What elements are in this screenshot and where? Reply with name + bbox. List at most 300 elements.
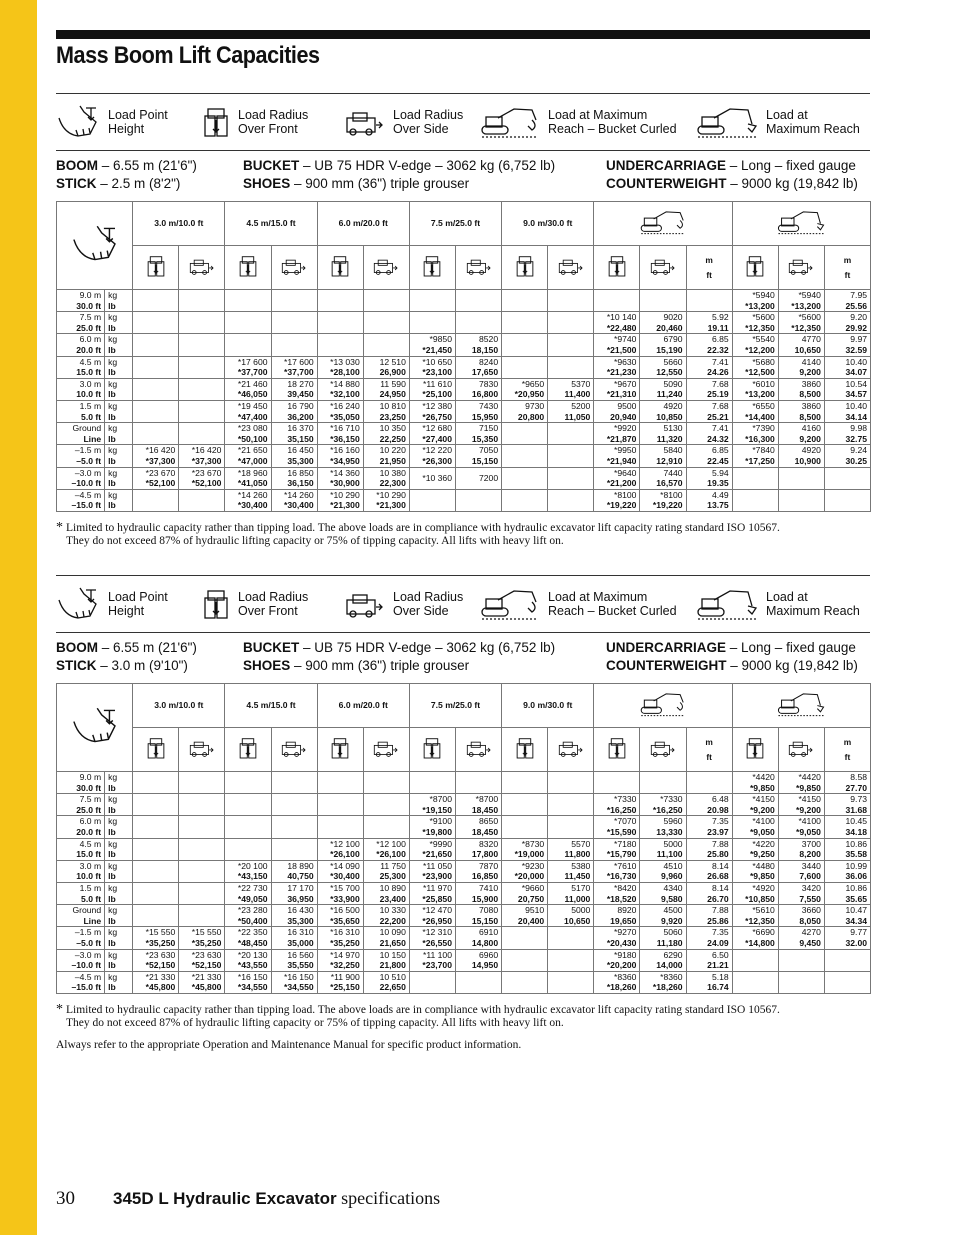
capacity-cell <box>363 794 409 816</box>
stick-label: STICK <box>56 658 97 673</box>
capacity-lb: *16,730 <box>606 871 637 882</box>
reach-unit-header <box>824 246 870 290</box>
capacity-cell <box>778 378 824 400</box>
capacity-cell <box>594 772 640 794</box>
load-radius-over-front-icon <box>238 736 258 760</box>
capacity-lb: 8,500 <box>799 411 821 422</box>
capacity-cell <box>778 971 824 993</box>
load-height-cell <box>57 312 105 334</box>
capacity-lb: *35,250 <box>191 937 222 948</box>
capacity-cell <box>317 927 363 949</box>
capacity-cell <box>594 312 640 334</box>
capacity-kg: *9660 <box>521 882 545 893</box>
capacity-lb: *43,150 <box>237 871 268 882</box>
footer-title-suffix: specifications <box>336 1188 441 1208</box>
capacity-cell <box>133 971 179 993</box>
capacity-lb: 10,900 <box>794 455 821 466</box>
capacity-cell <box>732 445 778 467</box>
capacity-lb: *23,100 <box>422 367 452 378</box>
height-imperial: 10.0 ft <box>76 389 102 400</box>
capacity-cell <box>686 423 732 445</box>
capacity-cell <box>133 312 179 334</box>
capacity-cell <box>640 290 686 312</box>
capacity-kg: 5000 <box>571 905 591 916</box>
lift-capacity-section-2 <box>56 575 870 1030</box>
load-radius-over-front-icon <box>515 736 535 760</box>
capacity-kg: *11 900 <box>330 971 360 982</box>
capacity-cell <box>409 467 455 489</box>
capacity-lb: *13,200 <box>745 389 775 400</box>
capacity-cell <box>824 400 870 422</box>
capacity-cell <box>409 378 455 400</box>
capacity-cell <box>271 467 317 489</box>
legend-item <box>480 94 677 150</box>
capacity-cell <box>640 905 686 927</box>
capacity-cell <box>778 334 824 356</box>
legend-item <box>696 576 860 632</box>
capacity-kg: 4340 <box>663 882 683 893</box>
capacity-lb: *34,550 <box>284 982 314 993</box>
capacity-kg: *6010 <box>752 378 775 389</box>
capacity-lb: 11,800 <box>564 849 591 860</box>
capacity-lb: 35,000 <box>287 937 314 948</box>
capacity-lb: *21,200 <box>606 478 637 489</box>
capacity-cell <box>778 838 824 860</box>
capacity-kg: 6960 <box>478 949 499 960</box>
capacity-lb: *26,300 <box>422 455 452 466</box>
capacity-cell <box>271 794 317 816</box>
height-imperial: 25.0 ft <box>76 804 102 815</box>
load-radius-over-front-icon <box>422 254 442 278</box>
capacity-kg: 6.48 <box>711 794 729 805</box>
capacity-cell <box>548 794 594 816</box>
boom-value: – 6.55 m (21'6") <box>98 640 197 655</box>
capacity-lb: *21,870 <box>606 433 637 444</box>
capacity-cell <box>640 489 686 511</box>
undercarriage-label: UNDERCARRIAGE <box>606 158 727 173</box>
capacity-lb: *19,220 <box>652 500 683 511</box>
capacity-kg: *10 650 <box>422 356 452 367</box>
capacity-kg: 7.41 <box>711 423 729 434</box>
spec-col-undercarriage <box>606 157 858 193</box>
height-imperial: –5.0 ft <box>76 455 102 466</box>
capacity-lb: *15,590 <box>606 826 637 837</box>
capacity-lb: 9,450 <box>799 937 821 948</box>
unit-cell <box>105 445 133 467</box>
capacity-cell <box>594 290 640 312</box>
boom-label: BOOM <box>56 640 98 655</box>
capacity-kg: *4480 <box>752 860 775 871</box>
capacity-kg: *9230 <box>521 860 545 871</box>
capacity-cell <box>548 905 594 927</box>
height-metric: 6.0 m <box>79 816 102 827</box>
capacity-cell <box>409 816 455 838</box>
capacity-lb: 7,550 <box>799 893 821 904</box>
manual-reference-note: Always refer to the appropriate Operation and Maintenance Manual for specific product information. <box>56 1039 522 1051</box>
side-column-header <box>548 246 594 290</box>
height-imperial: –10.0 ft <box>71 960 102 971</box>
load-height-cell <box>57 423 105 445</box>
capacity-lb: *18,520 <box>606 893 637 904</box>
front-column-header <box>502 728 548 772</box>
capacity-cell <box>363 312 409 334</box>
capacity-cell <box>409 927 455 949</box>
capacity-cell <box>594 905 640 927</box>
capacity-kg: 10 890 <box>379 882 406 893</box>
height-metric: 9.0 m <box>79 772 102 782</box>
capacity-kg: *5540 <box>752 334 775 345</box>
legend-label: Load Radius Over Side <box>393 108 464 136</box>
capacity-kg: 10 810 <box>379 400 406 411</box>
load-radius-over-side-icon <box>650 255 676 277</box>
capacity-cell <box>317 794 363 816</box>
capacity-lb: 40,750 <box>287 871 314 882</box>
capacity-kg: 5090 <box>663 378 683 389</box>
max-reach-curled-header <box>594 202 732 246</box>
page-title: Mass Boom Lift Capacities <box>56 42 320 69</box>
load-height-cell <box>57 400 105 422</box>
capacity-lb: *10,850 <box>745 893 775 904</box>
capacity-cell <box>317 334 363 356</box>
unit-m-label: m <box>705 254 713 265</box>
legend-item <box>56 576 168 632</box>
capacity-cell <box>317 949 363 971</box>
capacity-kg: *17 600 <box>284 356 314 367</box>
capacity-cell <box>502 816 548 838</box>
capacity-cell <box>686 378 732 400</box>
capacity-lb: 17,650 <box>471 367 499 378</box>
capacity-cell <box>271 489 317 511</box>
capacity-cell <box>686 400 732 422</box>
capacity-kg: *7390 <box>752 423 775 434</box>
capacity-cell <box>824 971 870 993</box>
capacity-lb: *18,260 <box>652 982 683 993</box>
capacity-cell <box>317 290 363 312</box>
capacity-cell <box>778 860 824 882</box>
capacity-kg: *8420 <box>613 882 637 893</box>
capacity-cell <box>179 838 225 860</box>
capacity-lb: 22,650 <box>379 982 406 993</box>
capacity-cell <box>686 312 732 334</box>
capacity-lb: 35,300 <box>287 455 314 466</box>
capacity-cell <box>594 334 640 356</box>
capacity-lb: *36,150 <box>330 433 360 444</box>
capacity-kg: 4.49 <box>711 489 729 500</box>
unit-kg: kg <box>108 423 118 434</box>
capacity-kg: *10 360 <box>422 472 452 483</box>
spec-col-boom-stick <box>56 157 197 193</box>
load-height-cell <box>57 905 105 927</box>
capacity-cell <box>409 400 455 422</box>
capacity-kg: *5680 <box>752 356 775 367</box>
unit-cell <box>105 423 133 445</box>
unit-lb: lb <box>108 455 116 466</box>
capacity-lb: 8,200 <box>799 849 821 860</box>
load-radius-over-side-icon <box>373 255 399 277</box>
capacity-kg: 5000 <box>663 838 683 849</box>
capacity-kg: *7070 <box>613 816 637 827</box>
unit-lb: lb <box>108 849 116 860</box>
capacity-lb: 19,650 <box>610 915 637 926</box>
capacity-cell <box>824 816 870 838</box>
table-row <box>57 334 871 356</box>
load-radius-over-front-icon <box>745 736 765 760</box>
capacity-cell <box>502 971 548 993</box>
height-imperial: –15.0 ft <box>71 500 102 511</box>
capacity-cell <box>824 445 870 467</box>
capacity-cell <box>778 489 824 511</box>
capacity-cell <box>778 445 824 467</box>
load-radius-over-front-icon <box>330 254 350 278</box>
capacity-kg: 4140 <box>801 356 821 367</box>
capacity-cell <box>594 882 640 904</box>
capacity-cell <box>317 312 363 334</box>
capacity-cell <box>363 489 409 511</box>
capacity-kg: *5600 <box>752 312 775 323</box>
capacity-cell <box>548 467 594 489</box>
capacity-cell <box>225 378 271 400</box>
capacity-cell <box>317 445 363 467</box>
capacity-kg: *9180 <box>613 949 637 960</box>
capacity-cell <box>502 860 548 882</box>
capacity-cell <box>271 312 317 334</box>
capacity-kg: *9650 <box>521 378 545 389</box>
load-radius-over-side-icon <box>466 255 492 277</box>
capacity-lb: *9,250 <box>749 849 775 860</box>
load-at-max-reach-bucket-curled-icon <box>639 208 687 236</box>
capacity-lb: 22,200 <box>379 915 406 926</box>
capacity-kg: 16 430 <box>287 905 314 916</box>
table-row <box>57 312 871 334</box>
capacity-cell <box>363 378 409 400</box>
table-row <box>57 949 871 971</box>
capacity-lb: 8,050 <box>799 915 821 926</box>
capacity-lb: *20,430 <box>606 937 637 948</box>
load-radius-over-front-icon <box>515 254 535 278</box>
unit-kg: kg <box>108 489 118 500</box>
capacity-lb: 34.57 <box>845 389 868 400</box>
table-corner-cell <box>57 684 133 772</box>
capacity-cell <box>824 334 870 356</box>
load-radius-over-front-icon <box>202 106 230 138</box>
load-height-cell <box>57 356 105 378</box>
unit-lb: lb <box>108 960 116 971</box>
capacity-cell <box>778 772 824 794</box>
capacity-cell <box>363 882 409 904</box>
legend-bar <box>56 575 870 633</box>
capacity-cell <box>824 882 870 904</box>
capacity-lb: 11,180 <box>656 937 683 948</box>
max-reach-curled-header <box>594 684 732 728</box>
capacity-cell <box>502 467 548 489</box>
unit-ft-label: ft <box>844 269 851 280</box>
unit-ft-label: ft <box>706 269 712 280</box>
capacity-lb: *26,750 <box>422 411 452 422</box>
capacity-kg: 5200 <box>571 400 591 411</box>
capacity-kg: *21 460 <box>237 378 268 389</box>
capacity-cell <box>409 838 455 860</box>
capacity-kg: 8240 <box>478 356 499 367</box>
legend-label: Load Point Height <box>108 108 168 136</box>
capacity-lb: 16,850 <box>471 871 499 882</box>
capacity-kg: 9.73 <box>850 794 868 805</box>
capacity-lb: *9,200 <box>749 804 775 815</box>
unit-cell <box>105 949 133 971</box>
load-radius-over-side-icon <box>788 255 814 277</box>
bucket-label: BUCKET <box>243 640 300 655</box>
capacity-lb: *33,900 <box>330 893 360 904</box>
legend-item <box>202 94 308 150</box>
capacity-kg: 10.40 <box>845 400 868 411</box>
capacity-kg: 7440 <box>663 467 683 478</box>
capacity-lb: *35,250 <box>330 937 360 948</box>
capacity-cell <box>732 838 778 860</box>
unit-lb: lb <box>108 344 116 355</box>
height-imperial: 15.0 ft <box>76 367 102 378</box>
capacity-kg: *16 150 <box>284 971 314 982</box>
capacity-kg: 3440 <box>801 860 821 871</box>
unit-lb: lb <box>108 826 116 837</box>
capacity-kg: 3860 <box>801 378 821 389</box>
load-radius-over-side-icon <box>373 737 399 759</box>
capacity-kg: *7840 <box>752 445 775 456</box>
legend-label: Load at Maximum Reach <box>766 108 860 136</box>
height-imperial: 5.0 ft <box>81 893 102 904</box>
capacity-cell <box>133 927 179 949</box>
load-radius-over-front-icon <box>146 736 166 760</box>
capacity-lb: 26,900 <box>379 367 406 378</box>
capacity-lb: 36,950 <box>287 893 314 904</box>
height-metric: –3.0 m <box>74 467 102 478</box>
capacity-cell <box>363 772 409 794</box>
capacity-cell <box>271 816 317 838</box>
capacity-kg: *10 140 <box>606 312 637 323</box>
capacity-kg: 4770 <box>801 334 821 345</box>
capacity-lb: 29.92 <box>845 322 868 333</box>
capacity-lb: 10,650 <box>794 344 821 355</box>
unit-lb: lb <box>108 982 116 993</box>
capacity-cell <box>732 772 778 794</box>
capacity-cell <box>179 927 225 949</box>
table-row <box>57 816 871 838</box>
load-at-max-reach-icon <box>776 208 826 236</box>
footnote <box>56 1001 870 1030</box>
capacity-cell <box>502 838 548 860</box>
capacity-kg: *11 610 <box>422 378 452 389</box>
capacity-cell <box>778 290 824 312</box>
capacity-cell <box>502 949 548 971</box>
unit-cell <box>105 312 133 334</box>
capacity-cell <box>824 927 870 949</box>
front-column-header <box>732 728 778 772</box>
legend-item <box>480 576 677 632</box>
capacity-cell <box>686 356 732 378</box>
capacity-lb: *35,250 <box>145 937 176 948</box>
capacity-kg: 5370 <box>571 378 591 389</box>
capacity-kg: 7.35 <box>711 816 729 827</box>
load-height-cell <box>57 927 105 949</box>
unit-cell <box>105 356 133 378</box>
capacity-kg: *8700 <box>429 794 452 805</box>
capacity-cell <box>225 334 271 356</box>
capacity-cell <box>179 445 225 467</box>
capacity-lb: *46,050 <box>237 389 268 400</box>
capacity-kg: 8.58 <box>850 772 868 782</box>
radius-band-header: 7.5 m/25.0 ft <box>409 202 501 246</box>
capacity-cell <box>732 400 778 422</box>
capacity-lb: 36.06 <box>845 871 868 882</box>
capacity-cell <box>317 489 363 511</box>
undercarriage-label: UNDERCARRIAGE <box>606 640 727 655</box>
unit-kg: kg <box>108 312 118 323</box>
unit-lb: lb <box>108 500 116 511</box>
counterweight-label: COUNTERWEIGHT <box>606 658 727 673</box>
capacity-cell <box>502 445 548 467</box>
capacity-lb: 21,800 <box>379 960 406 971</box>
load-radius-over-side-icon <box>189 255 215 277</box>
capacity-lb: *45,800 <box>145 982 176 993</box>
capacity-kg: 18 890 <box>287 860 314 871</box>
load-point-height-icon <box>70 224 120 264</box>
capacity-lb: 13.75 <box>707 500 729 511</box>
capacity-kg: 5.94 <box>711 467 729 478</box>
capacity-cell <box>133 400 179 422</box>
capacity-cell <box>824 949 870 971</box>
capacity-kg: 17 170 <box>287 882 314 893</box>
load-radius-over-side-icon <box>281 255 307 277</box>
load-height-cell <box>57 290 105 312</box>
radius-band-header: 7.5 m/25.0 ft <box>409 684 501 728</box>
height-metric: 7.5 m <box>79 312 102 323</box>
capacity-cell <box>732 949 778 971</box>
capacity-cell <box>179 860 225 882</box>
capacity-kg: 7.88 <box>711 905 729 916</box>
capacity-kg: *9920 <box>613 423 637 434</box>
capacity-kg: 4510 <box>663 860 683 871</box>
height-metric: 6.0 m <box>79 334 102 345</box>
capacity-lb: 25.19 <box>707 389 729 400</box>
capacity-lb: *13,200 <box>791 300 821 311</box>
capacity-kg: *4420 <box>752 772 775 782</box>
capacity-lb: *21,940 <box>606 455 637 466</box>
capacity-cell <box>824 312 870 334</box>
legend-item <box>202 576 308 632</box>
capacity-cell <box>732 356 778 378</box>
capacity-lb: *22,480 <box>606 322 637 333</box>
load-at-max-reach-icon <box>776 690 826 718</box>
legend-label: Load at Maximum Reach <box>766 590 860 618</box>
capacity-cell <box>686 816 732 838</box>
capacity-lb: *12,500 <box>745 367 775 378</box>
load-radius-over-side-icon <box>788 737 814 759</box>
height-metric: –1.5 m <box>74 927 102 938</box>
capacity-lb: *16,300 <box>745 433 775 444</box>
capacity-cell <box>732 467 778 489</box>
capacity-cell <box>225 816 271 838</box>
height-imperial: –10.0 ft <box>71 478 102 489</box>
unit-cell <box>105 882 133 904</box>
capacity-cell <box>409 290 455 312</box>
unit-kg: kg <box>108 290 118 300</box>
capacity-kg: 9.77 <box>850 927 868 938</box>
front-column-header <box>409 728 455 772</box>
capacity-cell <box>363 290 409 312</box>
capacity-kg: *8700 <box>475 794 499 805</box>
capacity-cell <box>409 489 455 511</box>
load-at-max-reach-bucket-curled-icon <box>480 586 540 622</box>
spec-col-boom-stick <box>56 639 197 675</box>
front-column-header <box>594 728 640 772</box>
